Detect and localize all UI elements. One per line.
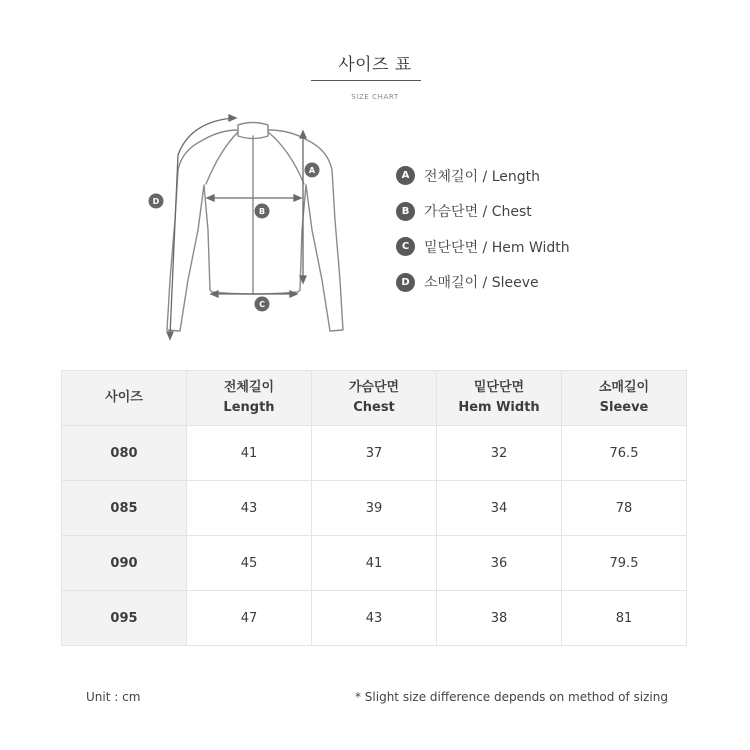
legend-label-chest: 가슴단면 / Chest (424, 204, 532, 221)
header-length-ko: 전체길이 (223, 380, 275, 395)
hem-width-cell: 32 (437, 426, 562, 481)
measurement-legend (396, 158, 570, 300)
legend-badge-c: C (396, 237, 415, 256)
legend-label-length: 전체길이 / Length (424, 168, 541, 185)
size-cell: 085 (62, 481, 187, 536)
hem-width-cell: 38 (437, 591, 562, 646)
page-subtitle: SIZE CHART (351, 93, 399, 101)
legend-item-hem-width (396, 229, 570, 265)
table-row (62, 426, 687, 481)
marker-a: A (308, 166, 316, 175)
sleeve-cell: 78 (562, 481, 687, 536)
sleeve-cell: 81 (562, 591, 687, 646)
length-cell: 43 (187, 481, 312, 536)
title-divider (311, 80, 421, 81)
header-hem-width-ko: 밑단단면 (473, 380, 525, 395)
hem-width-cell: 34 (437, 481, 562, 536)
page-title: 사이즈 표 (338, 55, 412, 75)
header-sleeve-ko: 소매길이 (598, 380, 650, 395)
legend-badge-b: B (396, 202, 415, 221)
garment-outline (167, 130, 343, 331)
header-chest-en: Chest (353, 400, 395, 415)
length-cell: 41 (187, 426, 312, 481)
header-length (187, 371, 312, 426)
header-length-en: Length (223, 400, 275, 415)
size-cell: 080 (62, 426, 187, 481)
table-row (62, 481, 687, 536)
marker-c: C (259, 300, 265, 309)
header-size (62, 371, 187, 426)
unit-note: Unit : cm (86, 690, 141, 704)
chest-cell: 39 (312, 481, 437, 536)
sleeve-cell: 79.5 (562, 536, 687, 591)
table-row (62, 591, 687, 646)
marker-b: B (258, 207, 266, 216)
header-chest-ko: 가슴단면 (348, 380, 400, 395)
raglan-seam-right (268, 132, 304, 184)
size-cell: 095 (62, 591, 187, 646)
legend-badge-a: A (396, 166, 415, 185)
chest-cell: 43 (312, 591, 437, 646)
sizing-disclaimer: * Slight size difference depends on method of sizing (354, 690, 668, 704)
chest-cell: 41 (312, 536, 437, 591)
length-cell: 47 (187, 591, 312, 646)
table-header-row (62, 371, 687, 426)
chest-cell: 37 (312, 426, 437, 481)
header-size-ko: 사이즈 (105, 390, 143, 405)
header-sleeve-en: Sleeve (599, 400, 649, 415)
legend-label-sleeve: 소매길이 / Sleeve (424, 275, 539, 292)
header-chest (312, 371, 437, 426)
size-cell: 090 (62, 536, 187, 591)
raglan-seam-left (206, 132, 238, 184)
hem-width-cell: 36 (437, 536, 562, 591)
sleeve-cell: 76.5 (562, 426, 687, 481)
header-sleeve (562, 371, 687, 426)
table-row (62, 536, 687, 591)
header-hem-width-en: Hem Width (458, 400, 540, 415)
length-cell: 45 (187, 536, 312, 591)
marker-d: D (152, 197, 160, 206)
legend-badge-d: D (396, 273, 415, 292)
size-table (61, 370, 687, 646)
garment-diagram (140, 110, 360, 350)
legend-item-sleeve (396, 265, 570, 301)
legend-label-hem-width: 밑단단면 / Hem Width (424, 239, 570, 256)
legend-item-chest (396, 194, 570, 230)
legend-item-length (396, 158, 570, 194)
header-hem-width (437, 371, 562, 426)
